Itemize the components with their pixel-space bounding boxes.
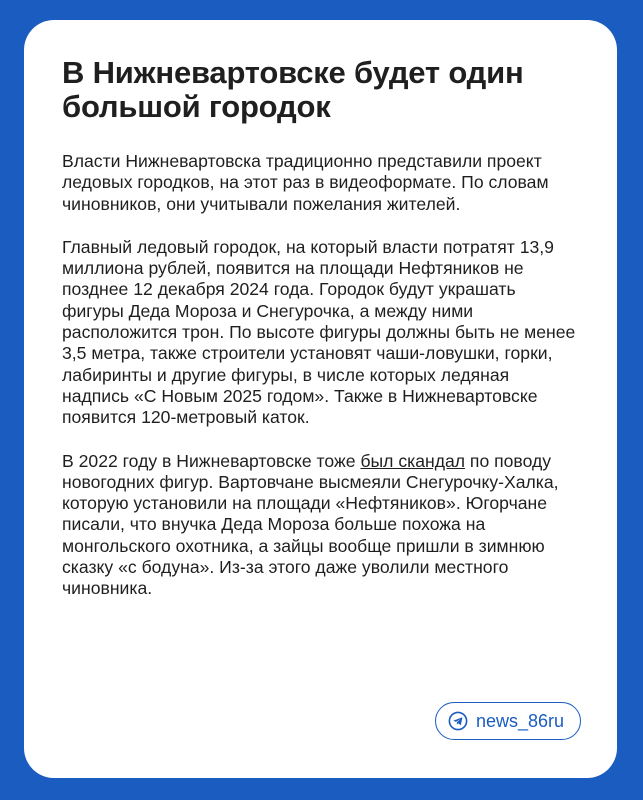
article-paragraph-3 bbox=[62, 451, 577, 600]
article-title: В Нижневартовске будет один большой городок bbox=[62, 55, 524, 124]
channel-badge[interactable] bbox=[435, 702, 581, 740]
channel-name: news_86ru bbox=[475, 710, 564, 731]
telegram-icon bbox=[448, 711, 468, 731]
news-card bbox=[24, 20, 617, 778]
paragraph-3-text-start: В 2022 году в Нижневартовске тоже bbox=[62, 450, 361, 471]
paragraph-3-text-end: по поводу новогодних фигур. Вартовчане высмеяли Снегурочку-Халка, которую установили на площади «Нефтяников». Югорчане писали, что внучка Деда Мороза больше похожа на монгольского охотника, а зайцы вообще пришли в зимнюю сказку «с бодуна». Из-за этого даже уволили местного чиновника. bbox=[62, 450, 559, 599]
article-paragraph-2: Главный ледовый городок, на который власти потратят 13,9 миллиона рублей, появится на площади Нефтяников не позднее 12 декабря 2024 года. Городок будут украшать фигуры Деда Мороза и Снегурочка, а между ними расположится трон. По высоте фигуры должны быть не менее 3,5 метра, также строители установят чаши-ловушки, горки, лабиринты и другие фигуры, в числе которых ледяная надпись «С Новым 2025 годом». Также в Нижневартовске появится 120-метровый каток. bbox=[62, 236, 576, 428]
article-paragraph-1: Власти Нижневартовска традиционно представили проект ледовых городков, на этот раз в видеоформате. По словам чиновников, они учитывали пожелания жителей. bbox=[62, 151, 549, 214]
scandal-link[interactable]: был скандал bbox=[360, 450, 466, 471]
